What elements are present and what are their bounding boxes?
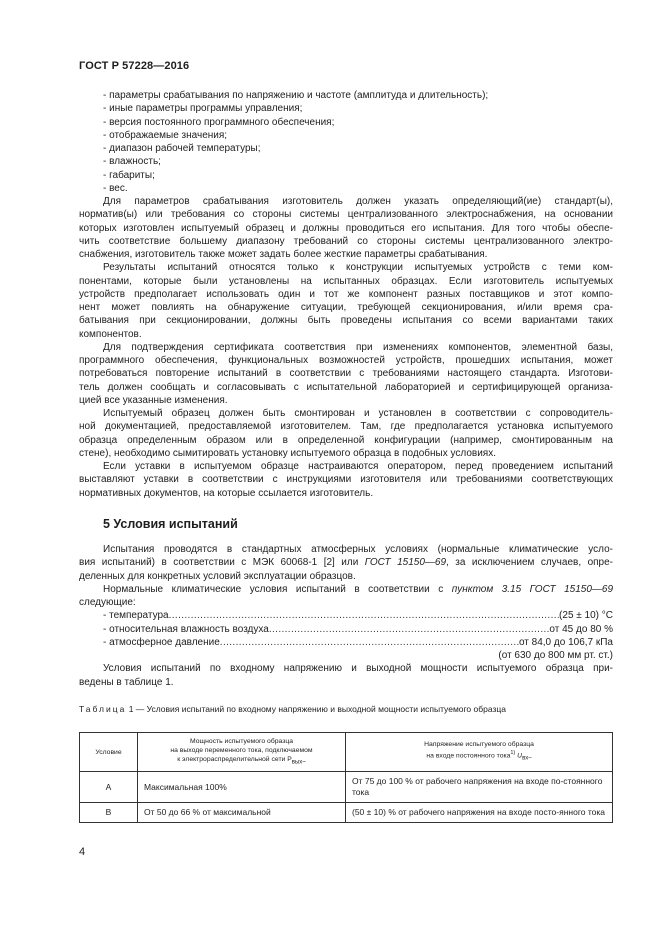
paragraph-line: деленных для конкретных условий эксплуатации образцов. <box>79 570 356 582</box>
dot-leader <box>220 636 519 649</box>
paragraph-line: следующие: <box>79 597 136 608</box>
paragraph-line: Испытуемый образец должен быть смонтирован и установлен в соответствии с сопроводитель- <box>103 408 613 419</box>
condition-row <box>79 623 613 636</box>
list-item: - диапазон рабочей температуры; <box>103 143 261 154</box>
dot-leader <box>169 609 559 622</box>
pressure-alt-value: (от 630 до 800 мм рт. ст.) <box>498 650 613 661</box>
header-power-line: к электрораспределительной сети P <box>177 756 292 763</box>
table-header-row <box>80 733 613 772</box>
footnote-marker: 1) <box>510 750 516 757</box>
standard-header: ГОСТ Р 57228—2016 <box>79 60 190 72</box>
paragraph-line: нент может повлиять на обнаружение ситуации, требующей секционирования, и/или время сра- <box>79 302 613 313</box>
header-power-line: на выходе переменного тока, подключаемом <box>170 747 313 754</box>
condition-row <box>79 609 613 622</box>
paragraph-line: нормативных документов, на которые ссылается изготовитель. <box>79 487 374 499</box>
text-fragment: Нормальные климатические условия испытаний в соответствии с <box>103 583 452 595</box>
paragraph-climate <box>79 583 613 610</box>
dot-leader <box>269 623 550 636</box>
table-caption-text: 1 — Условия испытаний по входному напряжению и выходной мощности испытуемого образца <box>126 703 506 714</box>
header-condition: Условие <box>80 733 138 772</box>
table-row <box>80 803 613 823</box>
cell-voltage: (50 ± 10) % от рабочего напряжения на входе посто-янного тока <box>346 803 613 823</box>
page-content <box>79 89 613 716</box>
paragraph-line: цией все указанные изменения. <box>79 394 228 406</box>
header-voltage-line: на входе постоянного тока <box>426 752 511 760</box>
paragraph-line: понентами, которые были установлены на испытанных образцах. Если изготовитель испытуемых <box>79 275 613 287</box>
condition-row <box>79 636 613 649</box>
paragraph-line: которых изготовлен испытуемый образец и должны проводиться его испытания. Для того чтобы обеспе- <box>79 222 613 234</box>
paragraph-line: тель должен сообщать и согласовывать с испытательной лабораторией и сертифицирующей организа- <box>79 381 613 393</box>
cell-voltage: От 75 до 100 % от рабочего напряжения на входе по-стоянного тока <box>346 772 613 803</box>
paragraph-certificate <box>79 341 613 407</box>
list-item: - версия постоянного программного обеспечения; <box>103 116 335 128</box>
paragraph-line: программного обеспечения, функциональных возможностей устройств, прошедших испытания, может <box>79 355 613 366</box>
paragraph-line: снабжения, изготовитель также может задать более жесткие параметры срабатывания. <box>79 249 488 260</box>
text-fragment: , за исключением случаев, опре- <box>446 557 613 569</box>
paragraph-line: Испытания проводятся в стандартных атмосферных условиях (нормальные климатические усло- <box>103 544 613 555</box>
header-power-subscript: вых~ <box>291 759 306 766</box>
paragraph-line: ведены в таблице 1. <box>79 676 174 688</box>
list-item: - влажность; <box>103 156 161 168</box>
list-item: - параметры срабатывания по напряжению и частоте (амплитуда и длительность); <box>103 90 489 101</box>
list-item: - габариты; <box>103 169 155 181</box>
paragraph-line: норматив(ы) или требования со стороны системы централизованного электроснабжения, на основании <box>79 209 613 221</box>
paragraph-test-results <box>79 261 613 341</box>
conditions-table <box>79 732 613 823</box>
paragraph-line: выставляют уставки в соответствии с инструкциями изготовителя или требованиями соответствующих <box>79 474 613 486</box>
paragraph-trip-parameters <box>79 195 613 261</box>
condition-value: от 45 до 80 % <box>549 623 613 635</box>
paragraph-line: чить соответствие большему диапазону требований со стороны системы централизованного электро- <box>79 235 613 247</box>
paragraph-line: Условия испытаний по входному напряжению и выходной мощности испытуемого образца при- <box>103 663 613 675</box>
cell-condition: А <box>80 772 138 803</box>
paragraph-line: ной документацией, предоставляемой изготовителем. Там, где предполагается установка испытуемого <box>79 421 613 433</box>
header-voltage-line: Напряжение испытуемого образца <box>424 741 534 749</box>
paragraph-line: Для подтверждения сертификата соответствия при изменениях компонентов, элементной базы, <box>103 341 613 353</box>
paragraph-line: устройств предполагает использовать один и тот же компонент разных поставщиков и этот компо- <box>79 288 613 300</box>
paragraph-test-conditions <box>79 543 613 583</box>
header-power-line: Мощность испытуемого образца <box>189 738 294 745</box>
condition-label: - температура <box>103 610 169 622</box>
section-title: 5 Условия испытаний <box>103 516 238 531</box>
list-item: - отображаемые значения; <box>103 129 228 141</box>
condition-label: - атмосферное давление <box>103 636 220 648</box>
paragraph-line: компонентов. <box>79 328 142 340</box>
paragraph-settings <box>79 460 613 500</box>
paragraph-installation <box>79 407 613 460</box>
voltage-symbol: U <box>517 752 523 760</box>
standard-reference: ГОСТ 15150—69 <box>364 557 447 569</box>
header-voltage <box>346 733 613 772</box>
condition-label: - относительная влажность воздуха <box>103 623 269 635</box>
paragraph-line: Результаты испытаний относятся только к конструкции испытуемых устройств с теми ком- <box>103 262 613 274</box>
table-caption <box>79 703 613 716</box>
condition-value: от 84,0 до 106,7 кПа <box>518 636 613 648</box>
condition-value: (25 ± 10) °С <box>559 610 613 622</box>
cell-condition: В <box>80 803 138 823</box>
table-caption-word: Таблица <box>79 703 127 714</box>
page-number: 4 <box>79 846 86 858</box>
paragraph-line <box>79 556 613 569</box>
cell-power: От 50 до 66 % от максимальной <box>138 803 346 823</box>
paragraph-line: потребоваться повторение испытаний в соответствии с требованиями настоящего стандарта. Изготови- <box>79 368 613 380</box>
paragraph-line: образца определенным образом или в определенной конфигурации (например, смонтированным на <box>79 434 613 446</box>
list-item: - иные параметры программы управления; <box>103 103 303 115</box>
list-item: - вес. <box>103 182 128 194</box>
text-fragment: вия испытаний) в соответствии с МЭК 60068-1 [2] или <box>79 557 365 569</box>
paragraph-line: стене), необходимо сымитировать установку испытуемого образца в подобных условиях. <box>79 447 496 459</box>
standard-reference: пунктом 3.15 ГОСТ 15150—69 <box>451 583 614 595</box>
header-voltage-subscript: вх– <box>522 755 532 762</box>
cell-power: Максимальная 100% <box>138 772 346 803</box>
paragraph-line: Для параметров срабатывания изготовитель должен указать определяющий(ие) стандарт(ы), <box>103 196 613 207</box>
paragraph-line: батывания при секционировании, должны быть проведены испытания со всеми вариантами таких <box>79 315 613 327</box>
header-power <box>138 733 346 772</box>
paragraph-table-ref <box>79 662 613 689</box>
paragraph-line <box>79 583 613 596</box>
table-row <box>80 772 613 803</box>
paragraph-line: Если уставки в испытуемом образце настраиваются оператором, перед проведением испытаний <box>103 461 613 472</box>
